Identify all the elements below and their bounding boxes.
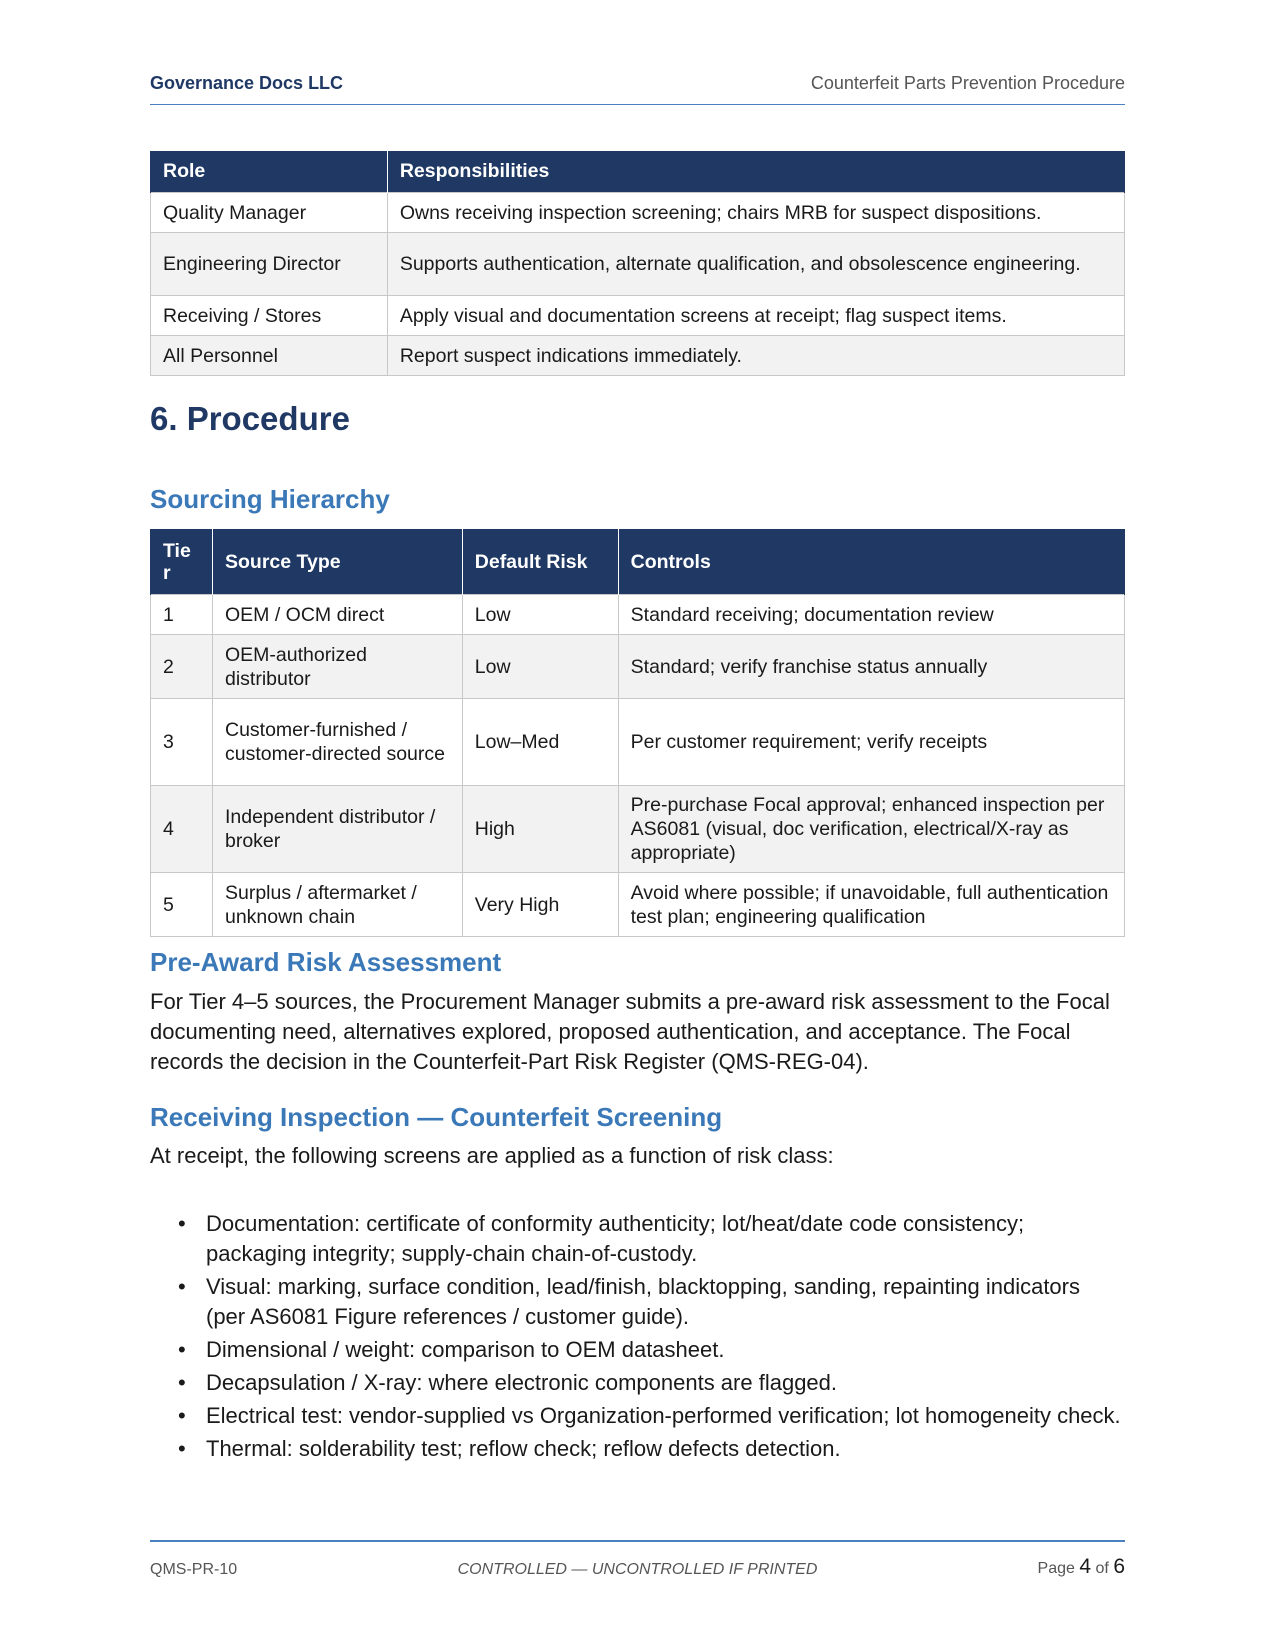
receiving-inspection-heading: Receiving Inspection — Counterfeit Screening [150, 1102, 723, 1132]
responsibility-cell: Report suspect indications immediately. [387, 336, 1124, 376]
list-item-text: Decapsulation / X-ray: where electronic components are flagged. [206, 1370, 838, 1395]
list-item [150, 1434, 1125, 1464]
controls-cell: Standard; verify franchise status annually [618, 635, 1124, 699]
receiving-intro: At receipt, the following screens are applied as a function of risk class: [150, 1143, 834, 1168]
page-footer [150, 1540, 1125, 1582]
source-type-cell: Independent distributor / broker [212, 786, 462, 873]
document-code: QMS-PR-10 [150, 1561, 238, 1578]
column-header-controls: Controls [618, 529, 1124, 595]
table-row [151, 233, 1125, 296]
table-row [151, 635, 1125, 699]
company-name: Governance Docs LLC [150, 73, 344, 93]
source-type-cell: Customer-furnished / customer-directed source [212, 699, 462, 786]
table-row [151, 193, 1125, 233]
tier-header-text: Tier [163, 539, 191, 584]
bullet: • [178, 1337, 186, 1362]
list-item-text: Visual: marking, surface condition, lead/finish, blacktopping, sanding, repainting indicators (per AS6081 Figure references / customer guide). [206, 1274, 1080, 1329]
table-header-row [151, 529, 1125, 595]
source-type-cell: Surplus / aftermarket / unknown chain [212, 873, 462, 937]
list-item-text: Electrical test: vendor-supplied vs Organization-performed verification; lot homogeneity check. [206, 1403, 1121, 1428]
current-page: 4 [1079, 1555, 1092, 1578]
role-cell: Receiving / Stores [151, 296, 388, 336]
default-risk-cell: Low [462, 635, 618, 699]
tier-cell: 3 [151, 699, 213, 786]
role-cell: Quality Manager [151, 193, 388, 233]
page-header [150, 72, 1125, 105]
responsibility-cell [387, 233, 1124, 296]
list-item-text: Dimensional / weight: comparison to OEM datasheet. [206, 1337, 725, 1362]
controls-cell: Avoid where possible; if unavoidable, full authentication test plan; engineering qualification [618, 873, 1124, 937]
column-header-responsibilities: Responsibilities [387, 151, 1124, 193]
tier-cell: 4 [151, 786, 213, 873]
bullet: • [178, 1436, 186, 1461]
screening-list [150, 1209, 1125, 1467]
responsibility-cell: Owns receiving inspection screening; chairs MRB for suspect dispositions. [387, 193, 1124, 233]
column-header-default-risk: Default Risk [462, 529, 618, 595]
bullet: • [178, 1211, 186, 1236]
table-row [151, 699, 1125, 786]
column-header-source-type: Source Type [212, 529, 462, 595]
bullet: • [178, 1370, 186, 1395]
total-pages: 6 [1113, 1555, 1125, 1578]
column-header-role: Role [151, 151, 388, 193]
source-type-cell: OEM-authorized distributor [212, 635, 462, 699]
list-item [150, 1335, 1125, 1365]
controls-cell: Per customer requirement; verify receipts [618, 699, 1124, 786]
role-cell: Engineering Director [151, 233, 388, 296]
section-heading: 6. Procedure [150, 400, 350, 437]
table-row [151, 786, 1125, 873]
responsibility-cell: Apply visual and documentation screens at receipt; flag suspect items. [387, 296, 1124, 336]
default-risk-cell: Low [462, 595, 618, 635]
bullet: • [178, 1274, 186, 1299]
list-item [150, 1209, 1125, 1269]
table-row [151, 873, 1125, 937]
pre-award-paragraph: For Tier 4–5 sources, the Procurement Manager submits a pre-award risk assessment to the Focal documenting need, alternatives explored, proposed authentication, and acceptance. The Focal records the decision in the Counterfeit-Part Risk Register (QMS-REG-04). [150, 989, 1110, 1074]
of-word: of [1095, 1560, 1109, 1577]
page-number [1038, 1555, 1125, 1579]
sourcing-hierarchy-heading: Sourcing Hierarchy [150, 484, 390, 514]
table-row [151, 595, 1125, 635]
list-item-text: Documentation: certificate of conformity authenticity; lot/heat/date code consistency; packaging integrity; supply-chain chain-of-custody. [206, 1211, 1025, 1266]
source-type-cell: OEM / OCM direct [212, 595, 462, 635]
list-item [150, 1401, 1125, 1431]
tier-cell: 1 [151, 595, 213, 635]
bullet: • [178, 1403, 186, 1428]
controls-cell: Pre-purchase Focal approval; enhanced inspection per AS6081 (visual, doc verification, electrical/X-ray as appropriate) [618, 786, 1124, 873]
list-item [150, 1272, 1125, 1332]
control-notice: CONTROLLED — UNCONTROLLED IF PRINTED [457, 1561, 818, 1578]
default-risk-cell: High [462, 786, 618, 873]
default-risk-cell: Very High [462, 873, 618, 937]
tier-cell: 2 [151, 635, 213, 699]
table-row [151, 296, 1125, 336]
table-row [151, 336, 1125, 376]
page-word: Page [1037, 1560, 1075, 1577]
controls-cell: Standard receiving; documentation review [618, 595, 1124, 635]
list-item [150, 1368, 1125, 1398]
tier-cell: 5 [151, 873, 213, 937]
list-item-text: Thermal: solderability test; reflow check; reflow defects detection. [206, 1436, 841, 1461]
role-cell: All Personnel [151, 336, 388, 376]
sourcing-table [150, 529, 1125, 937]
default-risk-cell: Low–Med [462, 699, 618, 786]
table-header-row [151, 151, 1125, 193]
roles-table [150, 151, 1125, 376]
responsibility-text: Supports authentication, alternate qualification, and obsolescence engineering. [399, 252, 1081, 275]
column-header-tier [151, 529, 213, 595]
header-document-title: Counterfeit Parts Prevention Procedure [810, 73, 1125, 93]
pre-award-heading: Pre-Award Risk Assessment [150, 947, 502, 977]
